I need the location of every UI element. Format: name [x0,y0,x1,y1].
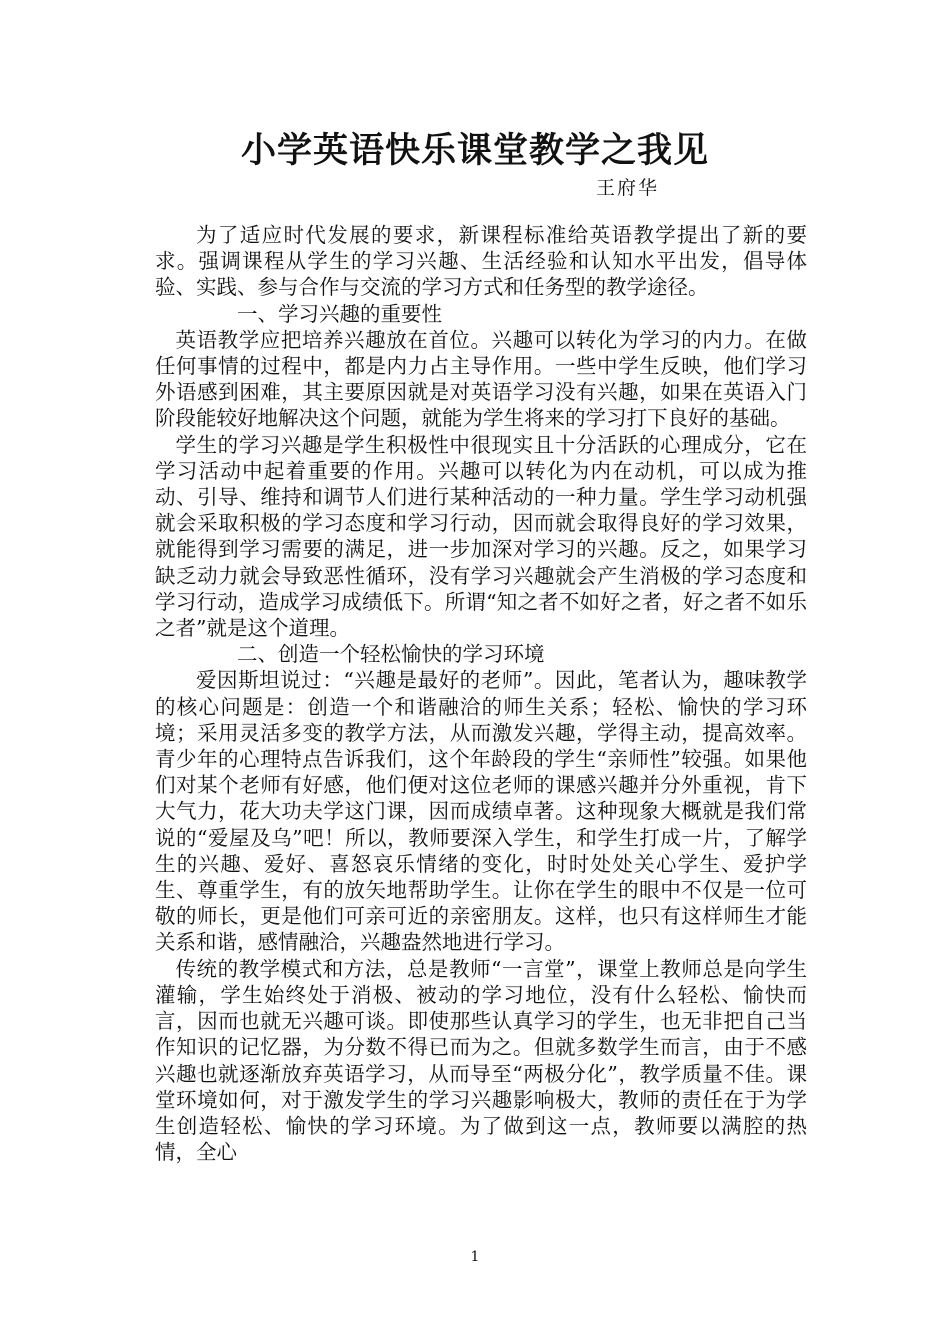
paragraph: 爱因斯坦说过：“兴趣是最好的老师”。因此，笔者认为，趣味教学的核心问题是：创造一个和谐融洽的师生关系；轻松、愉快的学习环境；采用灵活多变的教学方法，从而激发兴趣，学得主动，提高效率。青少年的心理特点告诉我们，这个年龄段的学生“亲师性”较强。如果他们对某个老师有好感，他们便对这位老师的课感兴趣并分外重视，肯下大气力，花大功夫学这门课，因而成绩卓著。这种现象大概就是我们常说的“爱屋及乌”吧！所以，教师要深入学生，和学生打成一片，了解学生的兴趣、爱好、喜怒哀乐情绪的变化，时时处处关心学生、爱护学生、尊重学生，有的放矢地帮助学生。让你在学生的眼中不仅是一位可敬的师长，更是他们可亲可近的亲密朋友。这样，也只有这样师生才能关系和谐，感情融洽，兴趣盎然地进行学习。 [155,668,807,955]
paragraph-intro: 为了适应时代发展的要求，新课程标准给英语教学提出了新的要求。强调课程从学生的学习兴趣、生活经验和认知水平出发，倡导体验、实践、参与合作与交流的学习方式和任务型的教学途径。 [155,223,807,300]
paragraph: 学生的学习兴趣是学生积极性中很现实且十分活跃的心理成分，它在学习活动中起着重要的作用。兴趣可以转化为内在动机，可以成为推动、引导、维持和调节人们进行某种活动的一种力量。学生学习动机强就会采取积极的学习态度和学习行动，因而就会取得良好的学习效果，就能得到学习需要的满足，进一步加深对学习的兴趣。反之，如果学习缺乏动力就会导致恶性循环，没有学习兴趣就会产生消极的学习态度和学习行动，造成学习成绩低下。所谓“知之者不如好之者，好之者不如乐之者”就是这个道理。 [155,432,807,641]
paragraph: 英语教学应把培养兴趣放在首位。兴趣可以转化为学习的内力。在做任何事情的过程中，都是内力占主导作用。一些中学生反映，他们学习外语感到困难，其主要原因就是对英语学习没有兴趣，如果在英语入门阶段能较好地解决这个问题，就能为学生将来的学习打下良好的基础。 [155,327,807,431]
page-number: 1 [470,1249,480,1265]
document-title: 小学英语快乐课堂教学之我见 [240,130,709,171]
document-author: 王府华 [596,177,660,199]
document-body [155,222,807,1165]
section-heading-1: 一、学习兴趣的重要性 [237,301,442,326]
paragraph: 传统的教学模式和方法，总是教师“一言堂”，课堂上教师总是向学生灌输，学生始终处于消极、被动的学习地位，没有什么轻松、愉快而言，因而也就无兴趣可谈。即使那些认真学习的学生，也无非把自己当作知识的记忆器，为分数不得已而为之。但就多数学生而言，由于不感兴趣也就逐渐放弃英语学习，从而导至“两极分化”，教学质量不佳。课堂环境如何，对于激发学生的学习兴趣影响极大，教师的责任在于为学生创造轻松、愉快的学习环境。为了做到这一点，教师要以满腔的热情，全心 [155,956,807,1165]
section-heading-2: 二、创造一个轻松愉快的学习环境 [237,642,545,667]
